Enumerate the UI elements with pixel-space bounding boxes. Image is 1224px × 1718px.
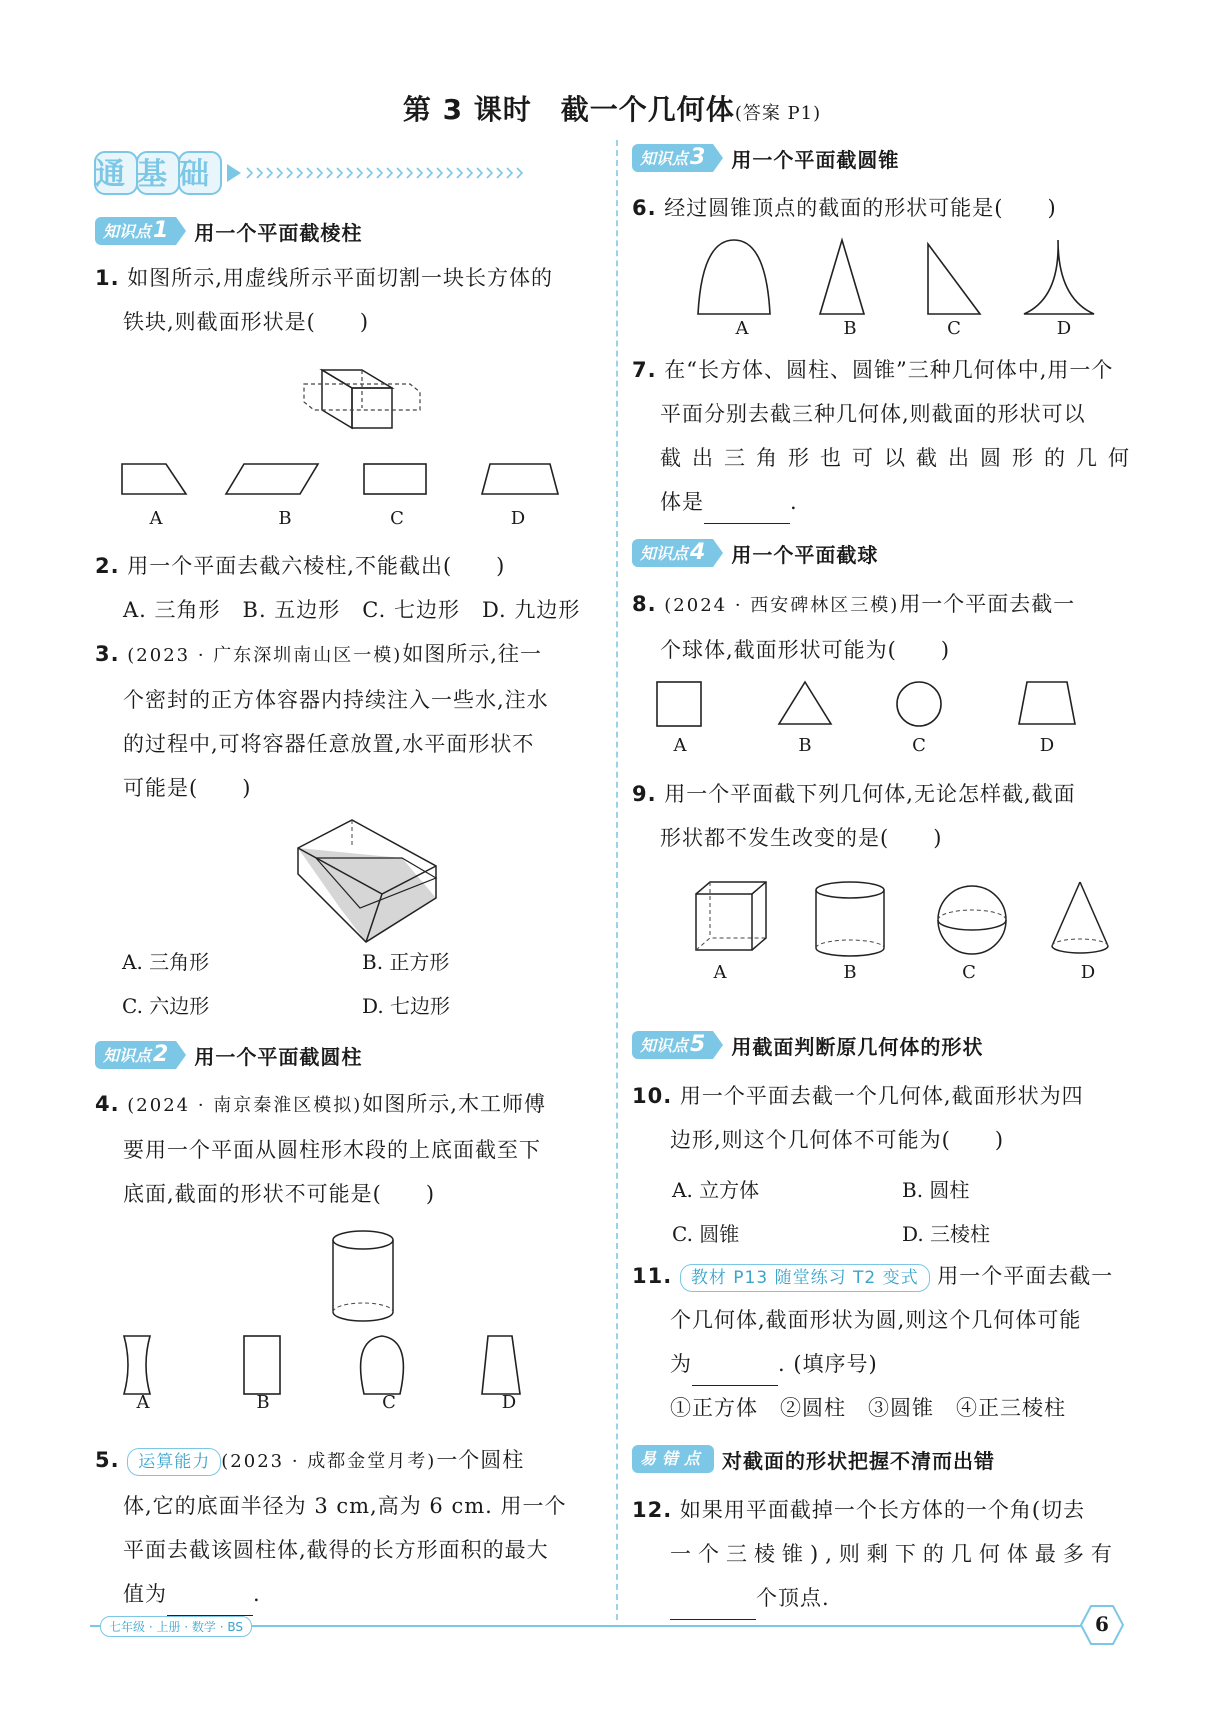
q9-label-b: B [843, 962, 857, 983]
q1-shape-d [482, 464, 558, 494]
q4-shape-a [124, 1336, 150, 1394]
q8-option-shapes [655, 680, 1125, 730]
q10-option-c: C. 圆锥 [672, 1222, 740, 1246]
q1-shape-a [122, 464, 186, 494]
knowledge-point-2: 知识点2 用一个平面截圆柱 [95, 1040, 362, 1070]
q10-option-a: A. 立方体 [672, 1178, 760, 1202]
column-divider [616, 140, 618, 1620]
q3-option-d: D. 七边形 [362, 994, 451, 1018]
q6-label-b: B [843, 318, 857, 339]
q6-option-shapes [690, 240, 1130, 322]
q4-label-c: C [382, 1392, 396, 1413]
q6-shape-a [698, 240, 770, 314]
tilted-cube-figure [290, 818, 450, 948]
q9-cone [1052, 882, 1080, 946]
q4-shape-c [361, 1336, 404, 1394]
q1-option-shapes [120, 460, 560, 500]
q11-textbook-badge: 教材 P13 随堂练习 T2 变式 [680, 1264, 930, 1292]
q1-label-c: C [390, 508, 404, 529]
q3-option-a: A. 三角形 [122, 950, 210, 974]
knowledge-point-4: 知识点4 用一个平面截球 [632, 538, 878, 568]
q8-label-d: D [1039, 735, 1055, 756]
q4-label-d: D [501, 1392, 517, 1413]
q6-label-c: C [947, 318, 961, 339]
knowledge-point-3: 知识点3 用一个平面截圆锥 [632, 143, 899, 173]
q6-shape-d [1024, 240, 1094, 314]
question-7: 7. 在“长方体、圆柱、圆锥”三种几何体中,用一个 平面分别去截三种几何体,则截面的形状可以 截出三角形也可以截出圆形的几何 体是 . [632, 348, 1140, 524]
banner-section-basic [95, 150, 535, 196]
page-number: 6 [1095, 1612, 1109, 1636]
q4-shape-d [482, 1336, 520, 1394]
q9-label-a: A [713, 962, 727, 983]
footer-book-tag: 七年级 · 上册 · 数学 · BS [100, 1616, 252, 1637]
q8-label-c: C [912, 735, 926, 756]
q1-label-d: D [510, 508, 526, 529]
question-5: 5. 运算能力 (2023 · 成都金堂月考)一个圆柱 体,它的底面半径为 3 cm,高为 6 cm. 用一个 平面去截该圆柱体,截得的长方形面积的最大 值为 . [95, 1438, 566, 1616]
question-8: 8. (2024 · 西安碑林区三模)用一个平面去截一 个球体,截面形状可能为( ) [632, 592, 1076, 662]
q9-cube [696, 894, 752, 950]
q10-option-b: B. 圆柱 [902, 1178, 970, 1202]
q8-shape-a [657, 682, 701, 726]
cuboid-figure [300, 362, 430, 434]
q6-label-d: D [1056, 318, 1072, 339]
q8-shape-c [897, 682, 941, 726]
q3-option-b: B. 正方形 [362, 950, 450, 974]
question-10: 10. 用一个平面去截一个几何体,截面形状为四 边形,则这个几何体不可能为( ) [632, 1084, 1084, 1152]
knowledge-point-5: 知识点5 用截面判断原几何体的形状 [632, 1030, 983, 1060]
q5-badge: 运算能力 [127, 1448, 221, 1476]
q9-sphere [938, 886, 1006, 954]
q9-cylinder [816, 882, 884, 898]
q4-label-a: A [136, 1392, 150, 1413]
q5-answer-blank[interactable] [167, 1591, 253, 1616]
cylinder-figure [330, 1228, 400, 1328]
q8-shape-b [779, 682, 831, 724]
q4-label-b: B [256, 1392, 270, 1413]
question-1: 1. 如图所示,用虚线所示平面切割一块长方体的 铁块,则截面形状是( ) [95, 266, 553, 334]
page-title: 第 3 课时 截一个几何体(答案 P1) [402, 93, 822, 126]
q8-label-b: B [798, 735, 812, 756]
question-9: 9. 用一个平面截下列几何体,无论怎样截,截面 形状都不发生改变的是( ) [632, 782, 1076, 850]
q6-label-a: A [735, 318, 749, 339]
error-prone-point: 易错点 对截面的形状把握不清而出错 [632, 1444, 995, 1474]
question-2: 2. 用一个平面去截六棱柱,不能截出( ) A. 三角形 B. 五边形 C. 七边形 D. 九边形 [95, 554, 581, 622]
q6-shape-b [820, 240, 864, 314]
q1-shape-c [364, 464, 426, 494]
q7-answer-blank[interactable] [704, 499, 790, 524]
q3-option-c: C. 六边形 [122, 994, 210, 1018]
q12-answer-blank[interactable] [670, 1595, 756, 1620]
question-6: 6. 经过圆锥顶点的截面的形状可能是( ) [632, 196, 1057, 220]
q9-label-c: C [962, 962, 976, 983]
q11-answer-blank[interactable] [692, 1361, 778, 1386]
q8-shape-d [1019, 682, 1075, 724]
question-3: 3. (2023 · 广东深圳南山区一模)如图所示,往一 个密封的正方体容器内持续注入一些水,注水 的过程中,可将容器任意放置,水平面形状不 可能是( ) [95, 642, 549, 800]
q4-shape-b [244, 1336, 280, 1394]
q1-label-a: A [149, 508, 163, 529]
knowledge-point-1: 知识点1 用一个平面截棱柱 [95, 216, 362, 246]
q10-option-d: D. 三棱柱 [902, 1222, 991, 1246]
banner-label: 通基础 [95, 157, 221, 192]
answer-note: (答案 P1) [734, 103, 822, 124]
question-4: 4. (2024 · 南京秦淮区模拟)如图所示,木工师傅 要用一个平面从圆柱形木段的上底面截至下 底面,截面的形状不可能是( ) [95, 1092, 546, 1206]
q1-label-b: B [278, 508, 292, 529]
question-12: 12. 如果用平面截掉一个长方体的一个角(切去 一个三棱锥),则剩下的几何体最多有 个顶点. [632, 1488, 1119, 1620]
q9-label-d: D [1080, 962, 1096, 983]
q8-label-a: A [673, 735, 687, 756]
q1-shape-b [226, 464, 318, 494]
q9-solids [690, 880, 1120, 960]
question-11: 11. 教材 P13 随堂练习 T2 变式 用一个平面去截一 个几何体,截面形状为圆,则这个几何体可能 为 . (填序号) ①正方体 ②圆柱 ③圆锥 ④正三棱柱 [632, 1264, 1114, 1420]
q6-shape-c [928, 244, 980, 314]
